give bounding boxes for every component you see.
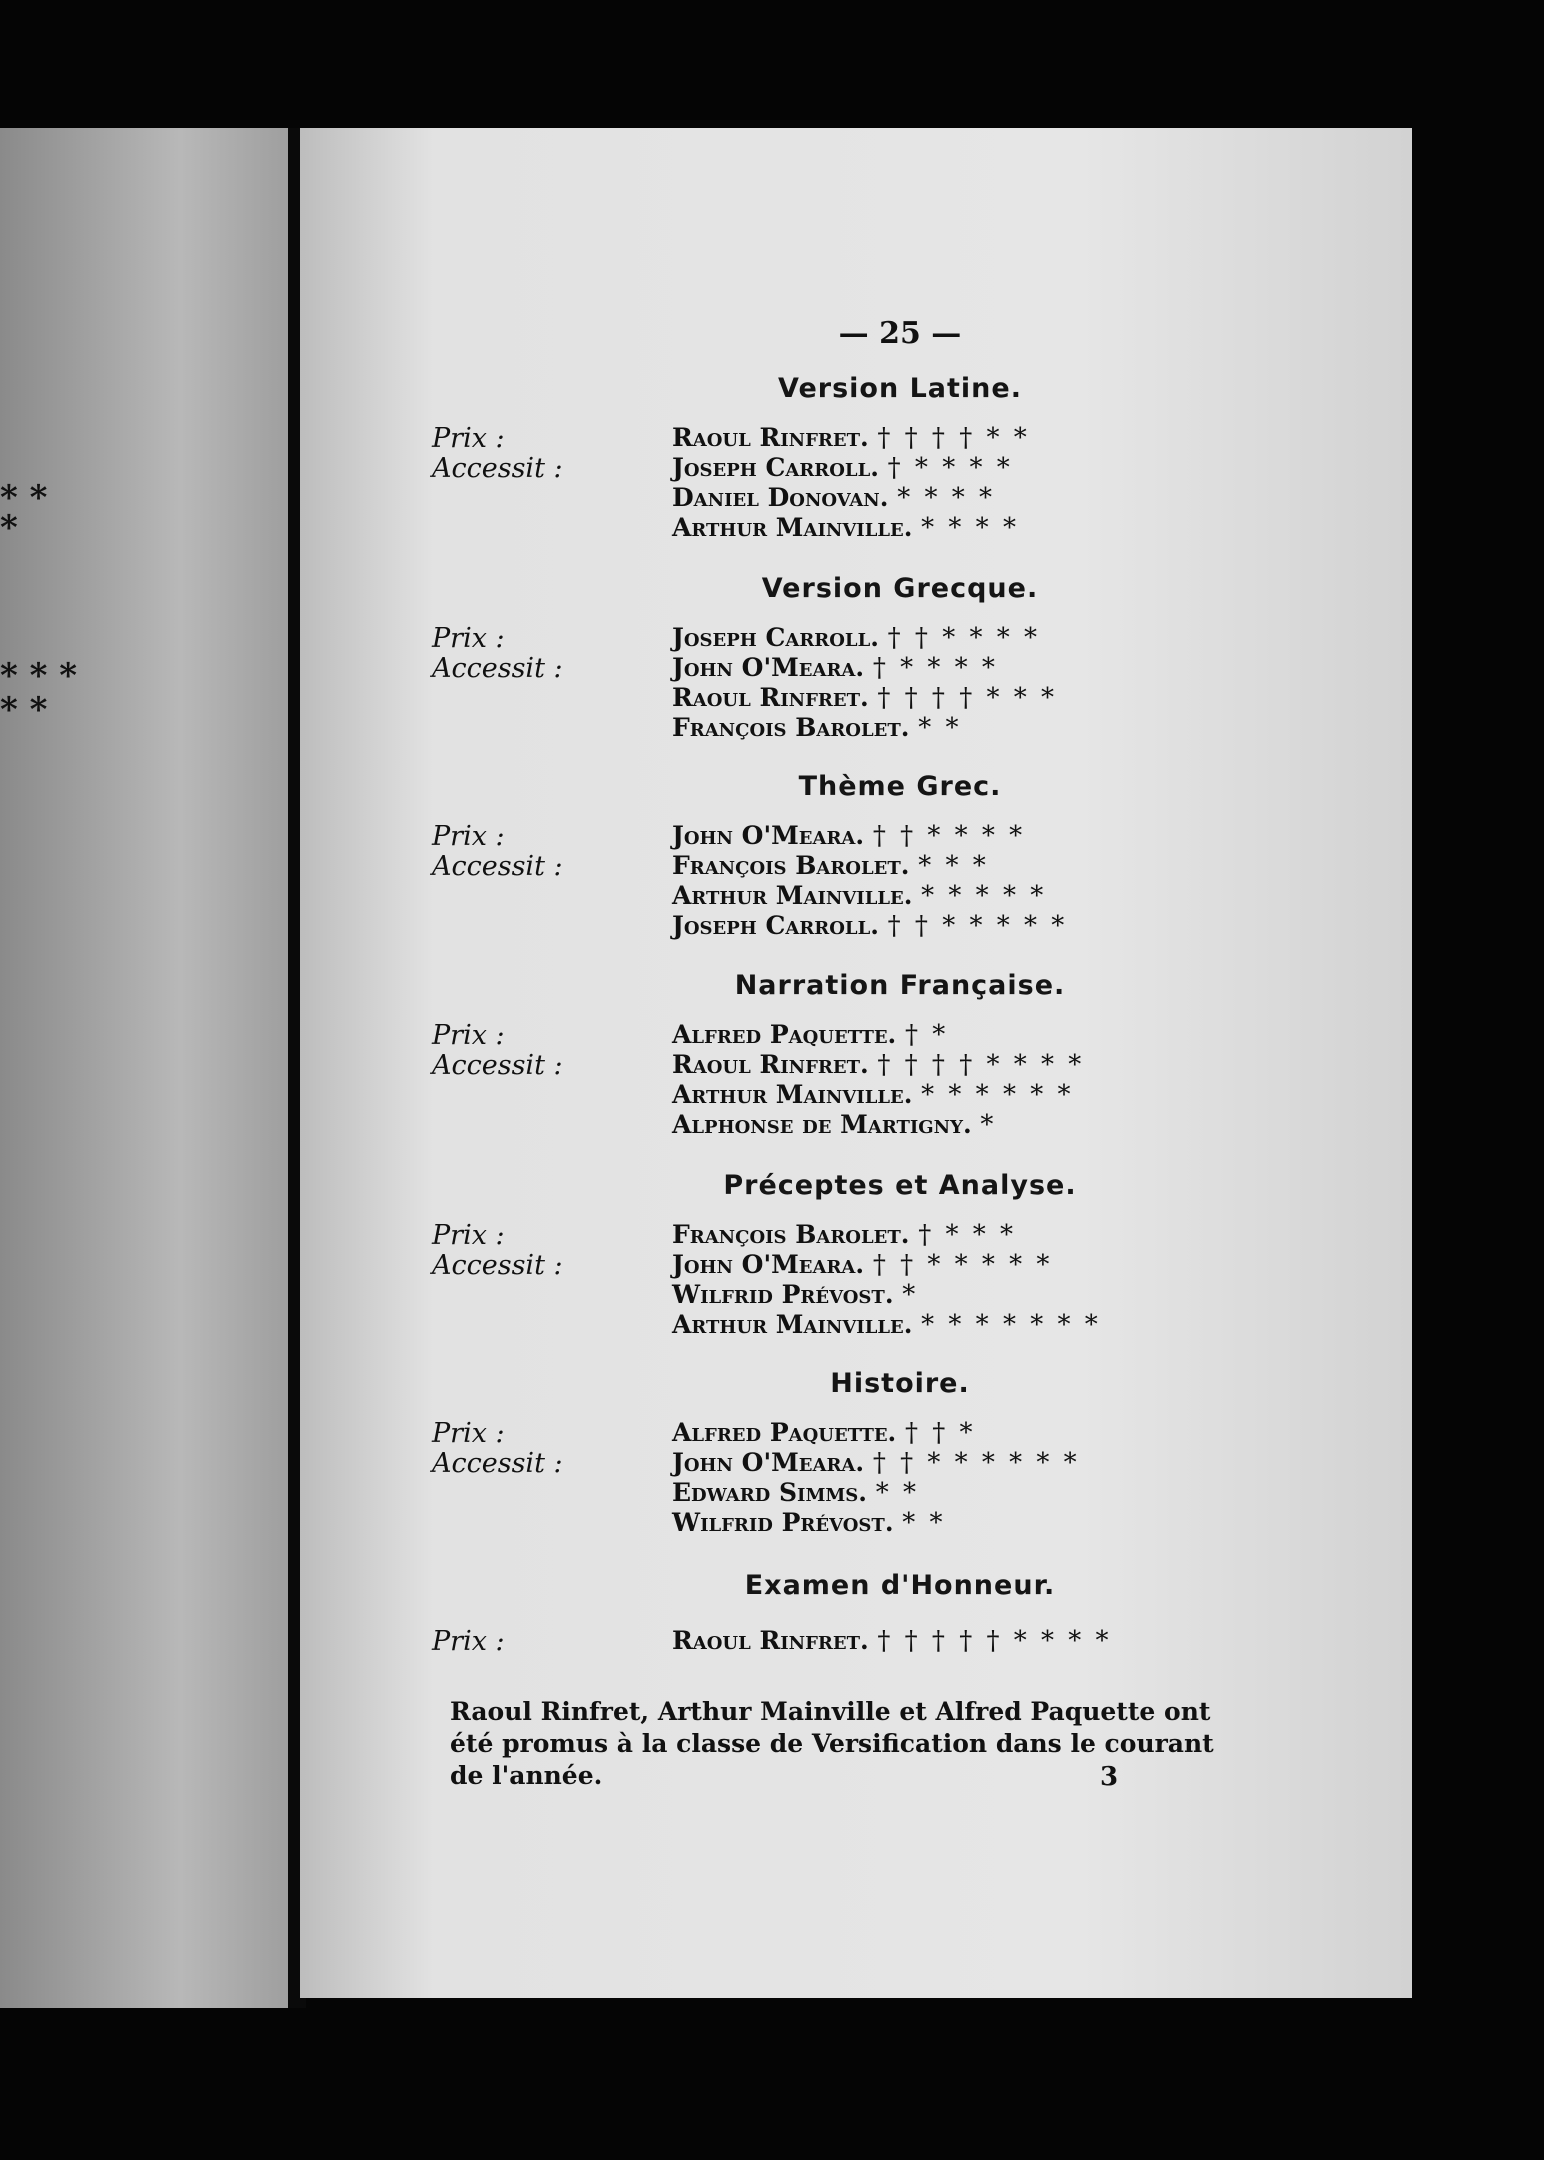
student-name: Raoul Rinfret. bbox=[672, 683, 869, 712]
left-fragment: * * bbox=[0, 478, 48, 518]
student-name: Alfred Paquette. bbox=[672, 1020, 897, 1049]
award-entry bbox=[672, 683, 1057, 713]
award-entry bbox=[672, 1080, 1073, 1110]
student-name: Joseph Carroll. bbox=[672, 453, 879, 482]
left-facing-page bbox=[0, 128, 300, 2008]
grade-marks: † † * * * * * * bbox=[872, 1448, 1080, 1478]
award-entry bbox=[672, 1110, 996, 1140]
student-name: Arthur Mainville. bbox=[672, 1080, 913, 1109]
accessit-label: Accessit : bbox=[432, 1448, 563, 1479]
grade-marks: † * * * * bbox=[887, 453, 1013, 483]
grade-marks: * * * * * bbox=[921, 881, 1047, 911]
student-name: Edward Simms. bbox=[672, 1478, 867, 1507]
grade-marks: † * * * bbox=[918, 1220, 1016, 1250]
award-entry bbox=[672, 713, 961, 743]
accessit-label: Accessit : bbox=[432, 453, 563, 484]
grade-marks: † † * * * * * bbox=[887, 911, 1068, 941]
grade-marks: * * * * bbox=[921, 513, 1019, 543]
section-title: Version Latine. bbox=[778, 373, 1022, 404]
grade-marks: * * bbox=[902, 1508, 946, 1538]
grade-marks: * * bbox=[918, 713, 962, 743]
award-entry bbox=[672, 1020, 948, 1050]
grade-marks: * * bbox=[875, 1478, 919, 1508]
grade-marks: * * * bbox=[918, 851, 989, 881]
section-title: Thème Grec. bbox=[798, 771, 1002, 802]
section-title: Préceptes et Analyse. bbox=[723, 1170, 1077, 1201]
left-fragment: * * * bbox=[0, 656, 78, 696]
student-name: John O'Meara. bbox=[672, 1250, 865, 1279]
student-name: Arthur Mainville. bbox=[672, 1310, 913, 1339]
document-page bbox=[300, 128, 1412, 1998]
award-entry bbox=[672, 1050, 1084, 1080]
accessit-label: Accessit : bbox=[432, 1250, 563, 1281]
left-fragment: * bbox=[0, 508, 18, 548]
award-entry bbox=[672, 911, 1067, 941]
award-entry bbox=[672, 513, 1019, 543]
section-title: Examen d'Honneur. bbox=[744, 1570, 1056, 1601]
student-name: John O'Meara. bbox=[672, 653, 865, 682]
prix-label: Prix : bbox=[432, 1418, 505, 1449]
accessit-label: Accessit : bbox=[432, 1050, 563, 1081]
page-number: — 25 — bbox=[838, 316, 962, 351]
grade-marks: * * * * * * bbox=[921, 1080, 1074, 1110]
award-entry bbox=[672, 1478, 919, 1508]
grade-marks: * * * * * * * bbox=[921, 1310, 1101, 1340]
prix-label: Prix : bbox=[432, 821, 505, 852]
section-title: Version Grecque. bbox=[761, 573, 1039, 604]
prix-label: Prix : bbox=[432, 1220, 505, 1251]
student-name: Daniel Donovan. bbox=[672, 483, 889, 512]
student-name: Arthur Mainville. bbox=[672, 881, 913, 910]
section-title: Narration Française. bbox=[734, 970, 1066, 1001]
prix-label: Prix : bbox=[432, 1020, 505, 1051]
grade-marks: † † † † * * * * bbox=[877, 1050, 1085, 1080]
prix-label: Prix : bbox=[432, 423, 505, 454]
prix-label: Prix : bbox=[432, 1626, 505, 1657]
grade-marks: * bbox=[980, 1110, 997, 1140]
student-name: John O'Meara. bbox=[672, 1448, 865, 1477]
student-name: Alfred Paquette. bbox=[672, 1418, 897, 1447]
grade-marks: † † † † † * * * * bbox=[877, 1626, 1112, 1656]
grade-marks: † † * * * * bbox=[887, 623, 1040, 653]
section-title: Histoire. bbox=[830, 1368, 970, 1399]
grade-marks: † † * bbox=[904, 1418, 976, 1448]
award-entry bbox=[672, 453, 1013, 483]
grade-marks: † † † † * * bbox=[877, 423, 1030, 453]
student-name: Wilfrid Prévost. bbox=[672, 1280, 894, 1309]
award-entry bbox=[672, 1508, 946, 1538]
award-entry bbox=[672, 1310, 1101, 1340]
student-name: Alphonse de Martigny. bbox=[672, 1110, 972, 1139]
award-entry bbox=[672, 851, 989, 881]
student-name: Raoul Rinfret. bbox=[672, 1626, 869, 1655]
student-name: Arthur Mainville. bbox=[672, 513, 913, 542]
award-entry bbox=[672, 623, 1040, 653]
prix-label: Prix : bbox=[432, 623, 505, 654]
promotion-note: Raoul Rinfret, Arthur Mainville et Alfred Paquette ont été promus à la classe de Versification dans le courant de l'année. bbox=[450, 1697, 1214, 1790]
student-name: François Barolet. bbox=[672, 1220, 910, 1249]
grade-marks: † † * * * * bbox=[872, 821, 1026, 851]
student-name: Wilfrid Prévost. bbox=[672, 1508, 894, 1537]
student-name: François Barolet. bbox=[672, 713, 910, 742]
grade-marks: * bbox=[902, 1280, 919, 1310]
grade-marks: † † * * * * * bbox=[872, 1250, 1053, 1280]
award-entry bbox=[672, 423, 1030, 453]
student-name: François Barolet. bbox=[672, 851, 910, 880]
accessit-label: Accessit : bbox=[432, 851, 563, 882]
award-entry bbox=[672, 1418, 976, 1448]
award-entry bbox=[672, 1626, 1112, 1656]
award-entry bbox=[672, 1280, 918, 1310]
grade-marks: † † † † * * * bbox=[877, 683, 1057, 713]
grade-marks: * * * * bbox=[897, 483, 995, 513]
student-name: Raoul Rinfret. bbox=[672, 423, 869, 452]
left-page-fragments bbox=[0, 128, 300, 2008]
award-entry bbox=[672, 653, 998, 683]
student-name: Raoul Rinfret. bbox=[672, 1050, 869, 1079]
grade-marks: † * bbox=[904, 1020, 949, 1050]
award-entry bbox=[672, 881, 1046, 911]
left-fragment: * * bbox=[0, 690, 48, 730]
student-name: John O'Meara. bbox=[672, 821, 865, 850]
award-entry bbox=[672, 483, 995, 513]
grade-marks: † * * * * bbox=[872, 653, 998, 683]
student-name: Joseph Carroll. bbox=[672, 911, 879, 940]
signature-mark: 3 bbox=[1100, 1762, 1119, 1792]
student-name: Joseph Carroll. bbox=[672, 623, 879, 652]
award-entry bbox=[672, 821, 1025, 851]
award-entry bbox=[672, 1448, 1080, 1478]
award-entry bbox=[672, 1220, 1016, 1250]
accessit-label: Accessit : bbox=[432, 653, 563, 684]
award-entry bbox=[672, 1250, 1052, 1280]
